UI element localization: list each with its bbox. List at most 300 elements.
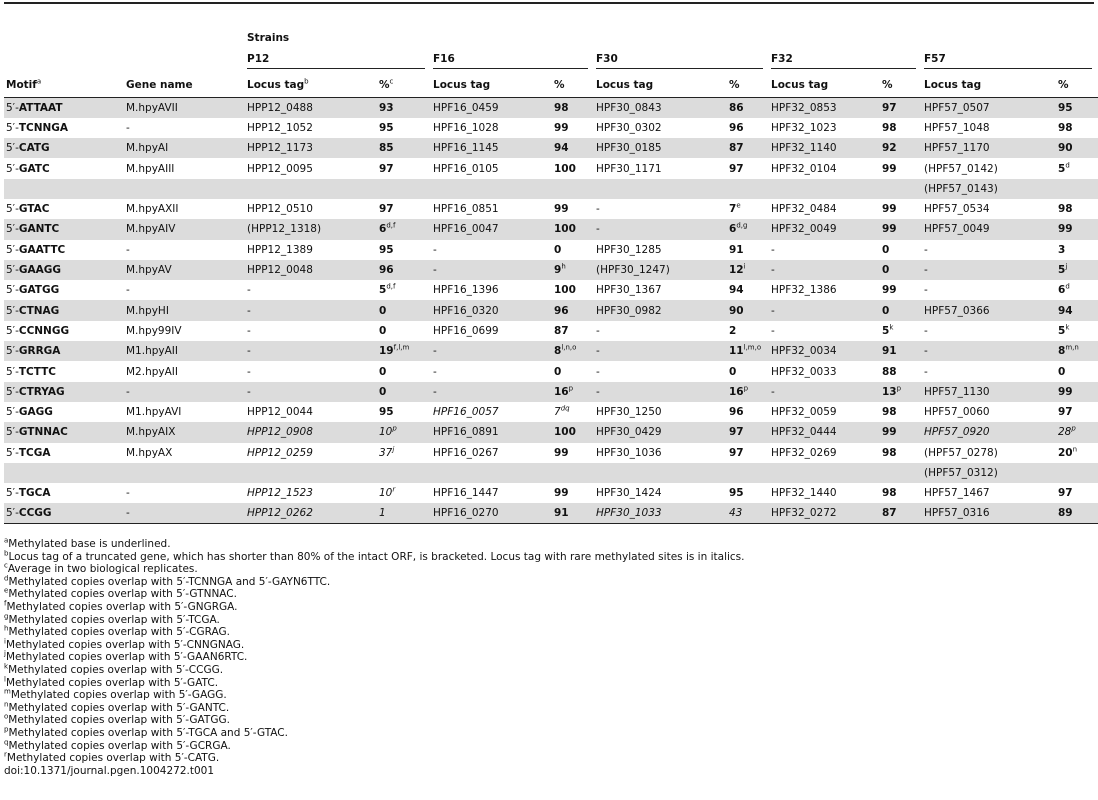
table-row bbox=[4, 260, 1098, 280]
locus-tag-cell: - bbox=[771, 243, 775, 256]
percent-cell: 5$^d$ bbox=[1058, 161, 1070, 175]
percent-cell: 97 bbox=[727, 422, 769, 442]
percent-cell: 98 bbox=[1058, 121, 1073, 134]
gene-name-cell: M.hpyHI bbox=[124, 300, 245, 320]
percent-cell: 0 bbox=[880, 300, 922, 320]
percent-cell: 90 bbox=[1056, 138, 1098, 158]
percent-cell: 95 bbox=[379, 243, 394, 256]
percent-cell: $7^{dq}$ bbox=[554, 404, 570, 419]
locus-tag-cell: HPF16_1028 bbox=[433, 121, 499, 134]
locus-tag-cell: - bbox=[433, 243, 437, 256]
gene-name-cell: M2.hpyAII bbox=[126, 365, 178, 378]
percent-cell bbox=[377, 463, 431, 483]
locus-tag-header: Locus tag bbox=[431, 73, 552, 98]
percent-cell: 100 bbox=[554, 162, 576, 175]
locus-tag-cell: HPF30_0982 bbox=[594, 300, 727, 320]
locus-tag-cell: - bbox=[594, 341, 727, 361]
percent-cell: 92 bbox=[880, 138, 922, 158]
percent-cell: 96 bbox=[377, 260, 431, 280]
locus-tag-cell: HPF32_0269 bbox=[771, 446, 837, 459]
motif-cell: 5′-GATGG bbox=[6, 284, 60, 297]
footnote: $^d$Methylated copies overlap with 5′-TCNNGA and 5′-GAYN6TTC. bbox=[4, 574, 331, 588]
percent-cell: 86 bbox=[727, 98, 769, 118]
gene-name-cell: M.hpyAXII bbox=[126, 203, 179, 216]
locus-tag-cell: - bbox=[769, 260, 880, 280]
gene-name-cell: - bbox=[126, 284, 130, 297]
percent-cell: 2 bbox=[729, 324, 737, 337]
gene-name-cell: M.hpyAVII bbox=[124, 98, 245, 118]
locus-tag-cell: HPF32_0049 bbox=[769, 219, 880, 239]
percent-cell: 0 bbox=[377, 382, 431, 402]
percent-cell: 95 bbox=[729, 487, 744, 500]
locus-tag-cell: - bbox=[924, 243, 928, 256]
locus-tag-cell: HPF32_1440 bbox=[771, 487, 837, 500]
table-row bbox=[4, 321, 1098, 341]
strain-header: F30 bbox=[594, 49, 769, 73]
motif-cell bbox=[4, 179, 124, 199]
table-row bbox=[4, 382, 1098, 402]
percent-cell bbox=[552, 179, 594, 199]
percent-cell: 91 bbox=[729, 243, 744, 256]
locus-tag-cell: - bbox=[247, 284, 251, 297]
percent-cell: 12$^i$ bbox=[727, 260, 769, 280]
table-row bbox=[4, 199, 1098, 219]
percent-cell: 5$^k$ bbox=[882, 323, 894, 337]
percent-cell: 91 bbox=[552, 503, 594, 523]
table-row bbox=[4, 402, 1098, 422]
strain-header: P12 bbox=[245, 49, 431, 73]
percent-header: % bbox=[1056, 73, 1098, 98]
percent-cell: 7e bbox=[729, 201, 741, 216]
percent-cell bbox=[1056, 179, 1098, 199]
percent-cell: 16$^p$ bbox=[552, 382, 594, 402]
locus-tag-cell: HPF32_0034 bbox=[769, 341, 880, 361]
percent-cell: 97 bbox=[1058, 406, 1073, 419]
percent-cell: 100 bbox=[554, 284, 576, 297]
motif-cell: 5′-GAGG bbox=[6, 406, 53, 419]
percent-cell: 16$^p$ bbox=[727, 382, 769, 402]
gene-name-cell: M.hpyAV bbox=[124, 260, 245, 280]
locus-tag-cell: HPF16_0267 bbox=[433, 446, 499, 459]
locus-tag-cell: HPF57_0060 bbox=[924, 406, 990, 419]
locus-tag-cell: - bbox=[924, 284, 928, 297]
motif-cell: 5′-TCTTC bbox=[6, 365, 56, 378]
locus-tag-cell: HPF30_1171 bbox=[596, 162, 662, 175]
percent-cell bbox=[880, 179, 922, 199]
locus-tag-cell: - bbox=[594, 382, 727, 402]
locus-tag-cell: HPF16_0891 bbox=[431, 422, 552, 442]
motif-cell: 5′-CTRYAG bbox=[4, 382, 124, 402]
locus-tag-cell: HPF16_1396 bbox=[433, 284, 499, 297]
percent-cell: 97 bbox=[1058, 487, 1073, 500]
locus-tag-cell: HPF57_1467 bbox=[924, 487, 990, 500]
locus-tag-cell: - bbox=[769, 300, 880, 320]
percent-cell: 94 bbox=[729, 284, 744, 297]
footnote: $^o$Methylated copies overlap with 5′-GATGG. bbox=[4, 712, 230, 727]
percent-cell: 99 bbox=[554, 203, 569, 216]
locus-tag-header: Locus tag bbox=[769, 73, 880, 98]
locus-tag-cell: (HPP12_1318) bbox=[245, 219, 377, 239]
locus-tag-cell: - bbox=[769, 382, 880, 402]
percent-cell: 5$^j$ bbox=[1056, 260, 1098, 280]
locus-tag-cell: HPF16_1447 bbox=[433, 487, 499, 500]
footnote: $^q$Methylated copies overlap with 5′-GCRGA. bbox=[4, 738, 231, 752]
motif-cell: 5′-GTAC bbox=[6, 203, 50, 216]
percent-cell: 10$^r$ bbox=[379, 485, 396, 500]
locus-tag-cell: - bbox=[247, 365, 251, 378]
percent-cell bbox=[727, 179, 769, 199]
locus-tag-cell: HPF32_1386 bbox=[771, 284, 837, 297]
locus-tag-cell: HPP12_1389 bbox=[247, 243, 313, 256]
table-row bbox=[4, 443, 1098, 463]
table-row bbox=[4, 158, 1098, 178]
locus-tag-cell: HPF30_0185 bbox=[594, 138, 727, 158]
footnote: $^j$Methylated copies overlap with 5′-GAAN6RTC. bbox=[4, 649, 248, 664]
doi-text: doi:10.1371/journal.pgen.1004272.t001 bbox=[4, 764, 215, 777]
locus-tag-cell: (HPF57_0142) bbox=[924, 162, 998, 175]
motif-cell: 5′-GRRGA bbox=[4, 341, 124, 361]
locus-tag-cell: HPF30_1424 bbox=[596, 487, 662, 500]
percent-cell: 37$^j$ bbox=[379, 445, 395, 459]
percent-cell: 10$^p$ bbox=[377, 422, 431, 442]
percent-cell: 91 bbox=[880, 341, 922, 361]
motif-cell: 5′-GAAGG bbox=[4, 260, 124, 280]
percent-cell: 0 bbox=[880, 260, 922, 280]
percent-cell: 87 bbox=[554, 324, 569, 337]
locus-tag-cell: HPF16_0699 bbox=[433, 324, 499, 337]
percent-cell: 99 bbox=[1056, 382, 1098, 402]
locus-tag-cell: HPF57_0534 bbox=[924, 203, 990, 216]
percent-cell: 87 bbox=[880, 503, 922, 523]
locus-tag-cell: HPF30_1036 bbox=[596, 446, 662, 459]
percent-cell: 9$^h$ bbox=[552, 260, 594, 280]
footnote: $^m$Methylated copies overlap with 5′-GAGG. bbox=[4, 687, 227, 702]
percent-cell: 6$^{d,g}$ bbox=[727, 219, 769, 239]
locus-tag-cell: - bbox=[771, 324, 775, 337]
percent-cell: 99 bbox=[882, 162, 897, 175]
locus-tag-cell: - bbox=[594, 219, 727, 239]
percent-cell: 99 bbox=[554, 446, 569, 459]
percent-cell: 0 bbox=[379, 324, 387, 337]
motif-cell: 5′-TCNNGA bbox=[6, 121, 69, 134]
locus-tag-cell: HPF57_1130 bbox=[922, 382, 1056, 402]
locus-tag-header: Locus tag bbox=[594, 73, 727, 98]
percent-cell: 0 bbox=[379, 365, 387, 378]
percent-cell: 0 bbox=[377, 300, 431, 320]
motif-cell: 5′-GAATTC bbox=[6, 243, 66, 256]
percent-cell: 97 bbox=[729, 162, 744, 175]
locus-tag-cell: HPF30_1285 bbox=[596, 243, 662, 256]
locus-tag-header: Locus tag$^b$ bbox=[245, 73, 377, 98]
percent-cell: 95 bbox=[1056, 98, 1098, 118]
top-rule bbox=[4, 2, 1094, 4]
percent-cell: 89 bbox=[1056, 503, 1098, 523]
table-row bbox=[4, 219, 1098, 239]
percent-cell: 99 bbox=[554, 121, 569, 134]
percent-cell: 1 bbox=[377, 503, 431, 523]
table-row bbox=[4, 138, 1098, 158]
footnote: $^f$Methylated copies overlap with 5′-GNGRGA. bbox=[4, 599, 238, 613]
percent-cell: 0 bbox=[1058, 365, 1066, 378]
percent-cell: 98 bbox=[552, 98, 594, 118]
motif-cell: 5′-CATG bbox=[4, 138, 124, 158]
percent-cell: 99 bbox=[554, 487, 569, 500]
percent-cell: 87 bbox=[727, 138, 769, 158]
percent-cell: 5$^{d,f}$ bbox=[379, 282, 396, 297]
percent-cell: 99 bbox=[880, 422, 922, 442]
percent-cell: 8$^{l,n,o}$ bbox=[552, 341, 594, 361]
methylation-table bbox=[4, 26, 1098, 524]
gene-name-cell: M.hpy99IV bbox=[126, 324, 182, 337]
percent-header: % bbox=[727, 73, 769, 98]
locus-tag-cell: - bbox=[924, 324, 928, 337]
locus-tag-cell bbox=[431, 179, 552, 199]
motif-cell: 5′-GANTC bbox=[4, 219, 124, 239]
percent-cell: 94 bbox=[1056, 300, 1098, 320]
locus-tag-cell: - bbox=[596, 365, 600, 378]
locus-tag-cell: - bbox=[433, 365, 437, 378]
table-row bbox=[4, 240, 1098, 260]
locus-tag-cell: HPF57_1170 bbox=[922, 138, 1056, 158]
locus-tag-cell: HPP12_0262 bbox=[245, 503, 377, 523]
locus-tag-cell: HPF30_1250 bbox=[596, 406, 662, 419]
locus-tag-cell: HPF16_0270 bbox=[431, 503, 552, 523]
locus-tag-cell: (HPF57_0278) bbox=[924, 446, 998, 459]
gene-name-cell: - bbox=[126, 487, 130, 500]
locus-tag-cell: HPF30_0843 bbox=[594, 98, 727, 118]
percent-cell: 13$^p$ bbox=[880, 382, 922, 402]
locus-tag-cell bbox=[594, 179, 727, 199]
table-row bbox=[4, 483, 1098, 503]
locus-tag-cell: HPF32_0853 bbox=[769, 98, 880, 118]
table-row bbox=[4, 341, 1098, 361]
strain-header: F16 bbox=[431, 49, 594, 73]
motif-cell: 5′-GTNNAC bbox=[4, 422, 124, 442]
locus-tag-cell: HPF16_0851 bbox=[433, 203, 499, 216]
percent-cell: 0 bbox=[554, 365, 562, 378]
locus-tag-cell: HPF16_0105 bbox=[433, 162, 499, 175]
table-row bbox=[4, 463, 1098, 483]
motif-cell: 5′-GATC bbox=[6, 162, 50, 175]
footnote: $^p$Methylated copies overlap with 5′-TGCA and 5′-GTAC. bbox=[4, 725, 288, 739]
strain-header: F57 bbox=[922, 49, 1098, 73]
locus-tag-cell: HPP12_1173 bbox=[245, 138, 377, 158]
gene-name-cell bbox=[124, 179, 245, 199]
percent-cell: 94 bbox=[552, 138, 594, 158]
footnote: $^l$Methylated copies overlap with 5′-GATC. bbox=[4, 675, 219, 689]
locus-tag-cell: HPF32_0272 bbox=[769, 503, 880, 523]
percent-cell bbox=[727, 463, 769, 483]
locus-tag-cell: HPF30_1033 bbox=[594, 503, 727, 523]
percent-cell: 95 bbox=[379, 406, 394, 419]
methylation-table-wrap bbox=[4, 26, 1098, 524]
locus-tag-cell: HPP12_0044 bbox=[247, 406, 313, 419]
locus-tag-cell: HPF57_0049 bbox=[922, 219, 1056, 239]
locus-tag-cell bbox=[245, 179, 377, 199]
locus-tag-cell bbox=[769, 463, 880, 483]
motif-cell: 5′-TGCA bbox=[6, 487, 51, 500]
locus-tag-cell: HPP12_0048 bbox=[245, 260, 377, 280]
locus-tag-cell bbox=[769, 179, 880, 199]
locus-tag-cell: - bbox=[431, 382, 552, 402]
table-body bbox=[4, 98, 1098, 524]
percent-cell: 3 bbox=[1058, 243, 1066, 256]
percent-cell: 100 bbox=[552, 219, 594, 239]
table-row bbox=[4, 422, 1098, 442]
percent-cell: 96 bbox=[552, 300, 594, 320]
gene-name-cell: M.hpyAI bbox=[124, 138, 245, 158]
locus-tag-cell: HPP12_1523 bbox=[247, 487, 313, 500]
percent-cell: 6$^d$ bbox=[1058, 282, 1070, 297]
locus-tag-cell: - bbox=[245, 300, 377, 320]
footnote: $^h$Methylated copies overlap with 5′-CGRAG. bbox=[4, 624, 230, 639]
gene-name-cell: - bbox=[126, 121, 130, 134]
percent-cell: 99 bbox=[880, 219, 922, 239]
gene-name-cell: - bbox=[126, 243, 130, 256]
locus-tag-cell: (HPF57_0143) bbox=[922, 179, 1056, 199]
motif-cell bbox=[4, 463, 124, 483]
footnote: $^b$Locus tag of a truncated gene, which has shorter than 80% of the intact ORF, is bracketed. Locus tag with rare methylated sites is in italics. bbox=[4, 549, 745, 563]
footnote: $^k$Methylated copies overlap with 5′-CCGG. bbox=[4, 662, 224, 676]
percent-cell: 90 bbox=[727, 300, 769, 320]
percent-cell: 88 bbox=[882, 365, 897, 378]
percent-cell: 96 bbox=[729, 406, 744, 419]
percent-cell: 0 bbox=[554, 243, 562, 256]
motif-cell: 5′-CTNAG bbox=[4, 300, 124, 320]
locus-tag-cell: - bbox=[596, 324, 600, 337]
footnote: $^g$Methylated copies overlap with 5′-TCGA. bbox=[4, 612, 220, 626]
table-row bbox=[4, 118, 1098, 138]
percent-cell: 98 bbox=[1058, 203, 1073, 216]
percent-cell: 5$^k$ bbox=[1058, 323, 1070, 337]
locus-tag-cell bbox=[594, 463, 727, 483]
locus-tag-cell: HPF32_0484 bbox=[771, 203, 837, 216]
percent-cell: 0 bbox=[729, 365, 737, 378]
percent-cell: 43 bbox=[727, 503, 769, 523]
locus-tag-cell: HPF16_0320 bbox=[431, 300, 552, 320]
motif-cell: 5′-CCNNGG bbox=[6, 324, 70, 337]
locus-tag-cell: HPF16_0057 bbox=[433, 406, 499, 419]
percent-header: %$^c$ bbox=[377, 73, 431, 98]
motif-cell: 5′-CCGG bbox=[4, 503, 124, 523]
locus-tag-cell: (HPF57_0312) bbox=[922, 463, 1056, 483]
gene-name-cell bbox=[124, 463, 245, 483]
locus-tag-cell: HPP12_0259 bbox=[247, 446, 313, 459]
locus-tag-cell: HPF57_0920 bbox=[922, 422, 1056, 442]
locus-tag-cell: HPP12_0095 bbox=[247, 162, 313, 175]
percent-cell: 99 bbox=[882, 203, 897, 216]
percent-cell: 28$^p$ bbox=[1056, 422, 1098, 442]
motif-header: Motif$^a$ bbox=[4, 73, 124, 98]
gene-name-cell: M.hpyAIV bbox=[124, 219, 245, 239]
percent-cell: 95 bbox=[379, 121, 394, 134]
locus-tag-cell: HPF57_0507 bbox=[922, 98, 1056, 118]
percent-cell bbox=[552, 463, 594, 483]
percent-cell: 11$^{l,m,o}$ bbox=[727, 341, 769, 361]
locus-tag-cell: HPF16_0047 bbox=[431, 219, 552, 239]
footnote: $^c$Average in two biological replicates. bbox=[4, 561, 198, 576]
locus-tag-cell: HPF32_0104 bbox=[771, 162, 837, 175]
locus-tag-cell: (HPF30_1247) bbox=[594, 260, 727, 280]
locus-tag-cell: HPF30_0429 bbox=[594, 422, 727, 442]
footnote: $^n$Methylated copies overlap with 5′-GANTC. bbox=[4, 700, 230, 714]
locus-tag-cell: HPF57_1048 bbox=[924, 121, 990, 134]
percent-cell: 97 bbox=[880, 98, 922, 118]
locus-tag-cell: HPF32_0059 bbox=[771, 406, 837, 419]
table-row bbox=[4, 280, 1098, 300]
percent-cell: 97 bbox=[729, 446, 744, 459]
percent-cell: 100 bbox=[552, 422, 594, 442]
motif-cell: 5′-TCGA bbox=[6, 446, 51, 459]
locus-tag-cell: HPF32_1140 bbox=[769, 138, 880, 158]
locus-tag-cell: HPP12_0488 bbox=[245, 98, 377, 118]
percent-cell bbox=[880, 463, 922, 483]
percent-cell: 98 bbox=[882, 121, 897, 134]
table-row bbox=[4, 300, 1098, 320]
locus-tag-cell: HPF30_1367 bbox=[596, 284, 662, 297]
footnote: $^a$Methylated base is underlined. bbox=[4, 536, 171, 550]
locus-tag-header: Locus tag bbox=[922, 73, 1056, 98]
percent-cell: 98 bbox=[882, 487, 897, 500]
percent-cell: 96 bbox=[729, 121, 744, 134]
locus-tag-cell: HPF16_0459 bbox=[431, 98, 552, 118]
locus-tag-cell bbox=[245, 463, 377, 483]
percent-cell bbox=[377, 179, 431, 199]
locus-tag-cell bbox=[431, 463, 552, 483]
locus-tag-cell: - bbox=[922, 260, 1056, 280]
locus-tag-cell: - bbox=[922, 341, 1056, 361]
gene-name-cell: M.hpyAIII bbox=[126, 162, 175, 175]
strain-header: F32 bbox=[769, 49, 922, 73]
locus-tag-cell: HPF57_0366 bbox=[922, 300, 1056, 320]
footnotes bbox=[4, 538, 744, 777]
gene-name-cell: M1.hpyAII bbox=[124, 341, 245, 361]
percent-cell: 6$^{d,f}$ bbox=[377, 219, 431, 239]
locus-tag-cell: - bbox=[596, 203, 600, 216]
locus-tag-cell: HPF32_1023 bbox=[771, 121, 837, 134]
percent-cell bbox=[1056, 463, 1098, 483]
table-row bbox=[4, 361, 1098, 381]
table-row bbox=[4, 98, 1098, 118]
locus-tag-cell: - bbox=[431, 341, 552, 361]
locus-tag-cell: - bbox=[431, 260, 552, 280]
locus-tag-cell: - bbox=[247, 324, 251, 337]
motif-cell: 5′-ATTAAT bbox=[4, 98, 124, 118]
percent-cell: 99 bbox=[882, 284, 897, 297]
percent-header: % bbox=[880, 73, 922, 98]
percent-cell: 8$^{m,n}$ bbox=[1056, 341, 1098, 361]
gene-name-header: Gene name bbox=[124, 73, 245, 98]
locus-tag-cell: HPP12_0908 bbox=[245, 422, 377, 442]
percent-cell: 20$^n$ bbox=[1058, 445, 1078, 459]
table-row bbox=[4, 503, 1098, 523]
locus-tag-cell: HPP12_0510 bbox=[247, 203, 313, 216]
percent-header: % bbox=[552, 73, 594, 98]
footnote: $^r$Methylated copies overlap with 5′-CATG. bbox=[4, 750, 220, 765]
gene-name-cell: M1.hpyAVI bbox=[126, 406, 182, 419]
percent-cell: 97 bbox=[379, 162, 394, 175]
locus-tag-cell: HPP12_1052 bbox=[247, 121, 313, 134]
gene-name-cell: - bbox=[124, 382, 245, 402]
percent-cell: 19$^{f,l,m}$ bbox=[377, 341, 431, 361]
table-row bbox=[4, 179, 1098, 199]
percent-cell: 97 bbox=[379, 203, 394, 216]
percent-cell: 93 bbox=[377, 98, 431, 118]
gene-name-cell: M.hpyAIX bbox=[124, 422, 245, 442]
locus-tag-cell: HPF32_0033 bbox=[771, 365, 837, 378]
locus-tag-cell: - bbox=[245, 341, 377, 361]
gene-name-cell: - bbox=[124, 503, 245, 523]
